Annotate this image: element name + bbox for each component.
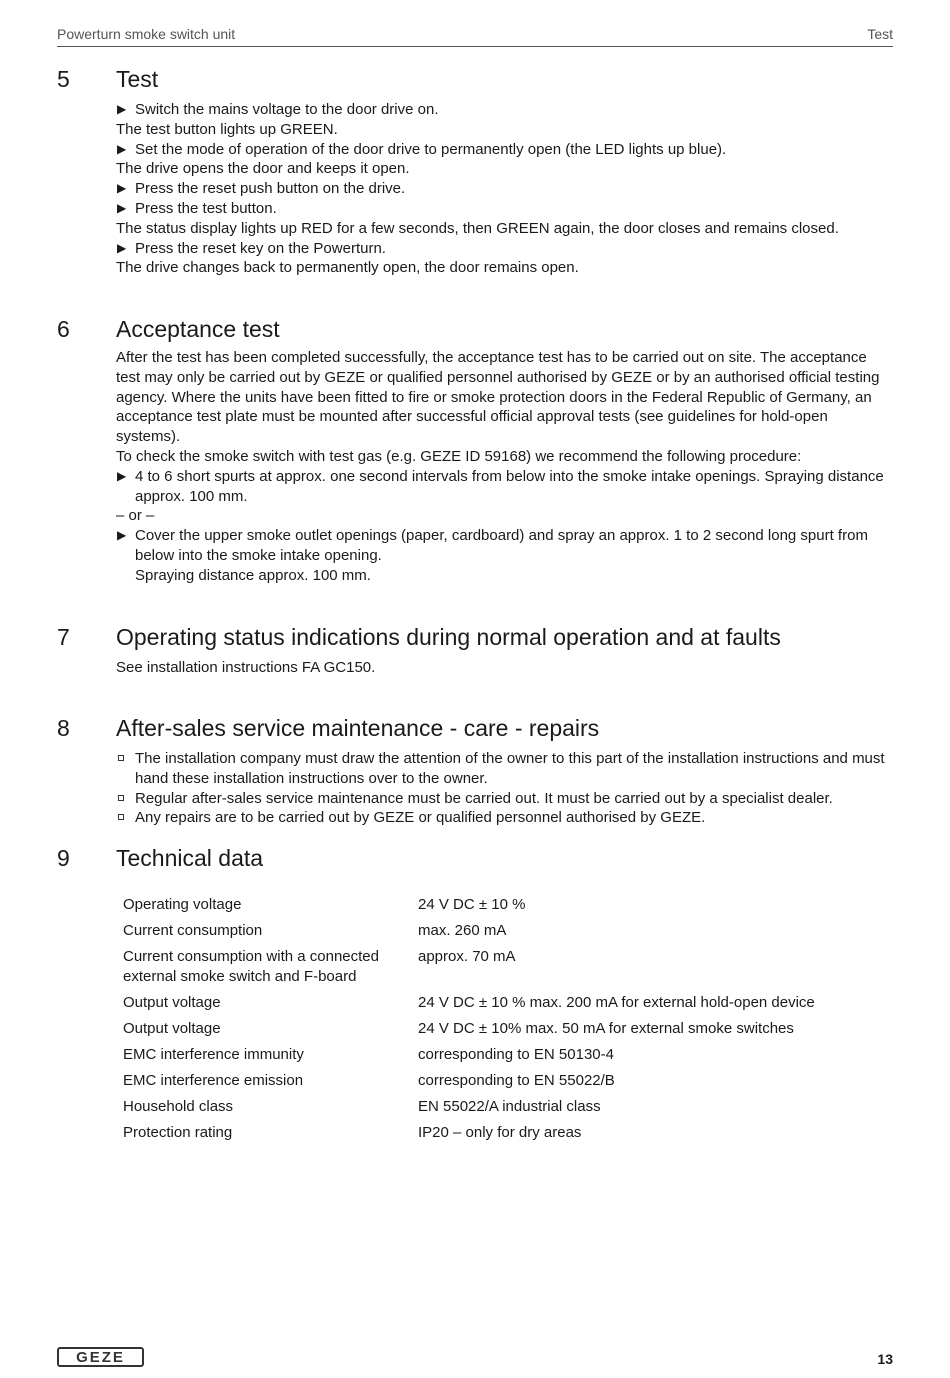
table-row xyxy=(116,1019,815,1045)
spec-label: Output voltage xyxy=(123,1020,221,1037)
section-title: After-sales service maintenance - care - repairs xyxy=(116,715,600,741)
spec-value: approx. 70 mA xyxy=(418,948,516,965)
table-row xyxy=(116,921,815,947)
technical-data-table xyxy=(116,895,815,1149)
page-header xyxy=(57,26,893,47)
arrow-icon: ▶ xyxy=(117,528,127,543)
arrow-icon: ▶ xyxy=(117,102,127,116)
result-text: The test button lights up GREEN. xyxy=(116,120,338,138)
logo-text: GEZE xyxy=(76,1349,125,1366)
result-text: The drive changes back to permanently open, the door remains open. xyxy=(116,259,579,277)
step-item xyxy=(116,526,893,585)
square-bullet-icon xyxy=(118,795,124,801)
spec-value: max. 260 mA xyxy=(418,922,507,939)
section-title: Technical data xyxy=(116,845,264,871)
geze-logo xyxy=(57,1347,144,1367)
section-number: 5 xyxy=(57,66,70,92)
section-body xyxy=(116,100,893,278)
spec-value: 24 V DC ± 10 % xyxy=(418,896,526,913)
section-title: Test xyxy=(116,66,159,92)
header-doc-title: Powerturn smoke switch unit xyxy=(57,26,236,42)
result-text: The drive opens the door and keeps it open. xyxy=(116,160,410,178)
arrow-icon: ▶ xyxy=(117,181,127,196)
step-item xyxy=(116,199,893,219)
paragraph: See installation instructions FA GC150. xyxy=(116,659,376,676)
spec-label: Current consumption with a connected external smoke switch and F-board xyxy=(123,948,379,985)
paragraph: To check the smoke switch with test gas (e.g. GEZE ID 59168) we recommend the following procedure: xyxy=(116,447,802,465)
page-number: 13 xyxy=(877,1351,893,1367)
or-separator: – or – xyxy=(116,507,155,525)
arrow-icon: ▶ xyxy=(117,200,127,215)
step-text: Press the test button. xyxy=(135,199,277,217)
section-number: 8 xyxy=(57,715,70,741)
step-text: Set the mode of operation of the door drive to permanently open (the LED lights up blue). xyxy=(135,140,727,158)
arrow-icon: ▶ xyxy=(117,240,127,255)
table-row xyxy=(116,1123,815,1149)
step-text: Press the reset push button on the drive. xyxy=(135,180,406,198)
table-row xyxy=(116,1045,815,1071)
step-item xyxy=(116,239,893,259)
step-item xyxy=(116,179,893,199)
arrow-icon: ▶ xyxy=(117,141,127,156)
spec-label: Operating voltage xyxy=(123,896,242,913)
spec-value: corresponding to EN 55022/B xyxy=(418,1072,615,1089)
step-text: Press the reset key on the Powerturn. xyxy=(135,239,386,257)
paragraph: After the test has been completed successfully, the acceptance test has to be carried out on site. The acceptance test may only be carried out by GEZE or qualified personnel authorised by GEZE or by an authorised official testing agency. Where the units have been fitted to fire or smoke protection doors in the Federal Republic of Germany, an acceptance test plate must be mounted after successful official approval tests (see guidelines for hold-open systems). xyxy=(116,349,880,446)
spec-label: EMC interference immunity xyxy=(123,1046,304,1063)
section-title: Operating status indications during normal operation and at faults xyxy=(116,624,781,650)
step-text: Spraying distance approx. 100 mm. xyxy=(135,566,371,584)
section-title: Acceptance test xyxy=(116,316,280,342)
spec-value: corresponding to EN 50130-4 xyxy=(418,1046,614,1063)
step-item xyxy=(116,140,893,160)
section-body xyxy=(116,895,893,1149)
section-body xyxy=(116,749,893,828)
step-text: Switch the mains voltage to the door drive on. xyxy=(135,101,439,118)
spec-label: Output voltage xyxy=(123,994,221,1011)
result-text: The status display lights up RED for a few seconds, then GREEN again, the door closes and remains closed. xyxy=(116,219,839,237)
square-bullet-icon xyxy=(118,814,124,820)
bullet-text: The installation company must draw the attention of the owner to this part of the installation instructions and must hand these installation instructions over to the owner. xyxy=(135,750,885,787)
spec-value: 24 V DC ± 10 % max. 200 mA for external hold-open device xyxy=(418,994,815,1011)
bullet-item xyxy=(116,808,893,828)
bullet-text: Regular after-sales service maintenance must be carried out. It must be carried out by a specialist dealer. xyxy=(135,789,833,807)
spec-value: IP20 – only for dry areas xyxy=(418,1124,582,1141)
table-row xyxy=(116,1097,815,1123)
step-text: 4 to 6 short spurts at approx. one second intervals from below into the smoke intake openings. Spraying distance approx. 100 mm. xyxy=(135,467,884,505)
table-row xyxy=(116,1071,815,1097)
bullet-item xyxy=(116,789,893,809)
spec-label: EMC interference emission xyxy=(123,1072,304,1089)
spec-value: 24 V DC ± 10% max. 50 mA for external smoke switches xyxy=(418,1020,794,1037)
square-bullet-icon xyxy=(118,755,124,761)
spec-label: Protection rating xyxy=(123,1124,233,1141)
spec-label: Household class xyxy=(123,1098,234,1115)
table-row xyxy=(116,947,815,993)
spec-label: Current consumption xyxy=(123,922,263,939)
section-body xyxy=(116,658,893,678)
arrow-icon: ▶ xyxy=(117,468,127,483)
section-number: 7 xyxy=(57,624,70,650)
section-number: 9 xyxy=(57,845,70,871)
bullet-item xyxy=(116,749,893,789)
header-section: Test xyxy=(867,26,893,42)
spec-value: EN 55022/A industrial class xyxy=(418,1098,601,1115)
step-text: Cover the upper smoke outlet openings (paper, cardboard) and spray an approx. 1 to 2 second long spurt from below into the smoke intake opening. xyxy=(135,527,868,564)
section-number: 6 xyxy=(57,316,70,342)
table-row xyxy=(116,993,815,1019)
section-body xyxy=(116,348,893,586)
bullet-text: Any repairs are to be carried out by GEZE or qualified personnel authorised by GEZE. xyxy=(135,809,706,827)
step-item xyxy=(116,100,893,120)
step-item xyxy=(116,467,893,507)
table-row xyxy=(116,895,815,921)
